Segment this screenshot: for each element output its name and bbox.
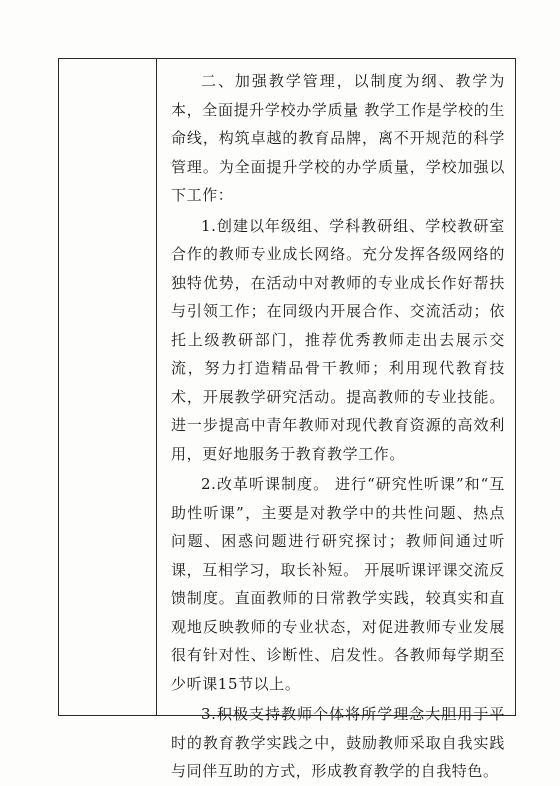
paragraph-item-1: 1.创建以年级组、学科教研组、学校教研室合作的教师专业成长网络。充分发挥各级网络的独特优势，在活动中对教师的专业成长作好帮扶与引领工作；在同级内开展合作、交流活动；依托上级教研部门，推荐优秀教师走出去展示交流，努力打造精品骨干教师；利用现代教育技术，开展教学研究活动。提高教师的专业技能。进一步提高中青年教师对现代教育资源的高效利用，更好地服务于教育教学工作。 (171, 216, 505, 463)
paragraph-item-2: 2.改革听课制度。 进行“研究性听课”和“互助性听课”，主要是对教学中的共性问题、热点问题、困惑问题进行研究探讨；教师间通过听课，互相学习，取长补短。 开展听课评课交流反馈制度。直面教师的日常教学实践，较真实和直观地反映教师的专业状态，对促进教师专业发展很有针对性、诊断性、启发性。各教师每学期至少听课15节以上。 (171, 475, 505, 693)
table-label-column (59, 59, 157, 715)
paragraph-item-3: 3.积极支持教师个体将所学理念大胆用于平时的教育教学实践之中，鼓励教师采取自我实践与同伴互助的方式，形成教育教学的自我特色。 (171, 705, 505, 780)
form-table (58, 58, 516, 780)
paragraph-intro: 二、加强教学管理，以制度为纲、教学为本，全面提升学校办学质量 教学工作是学校的生命线，构筑卓越的教育品牌，离不开规范的科学管理。为全面提升学校的办学质量，学校加强以下工作： (171, 72, 505, 204)
table-content-cell (159, 59, 515, 786)
